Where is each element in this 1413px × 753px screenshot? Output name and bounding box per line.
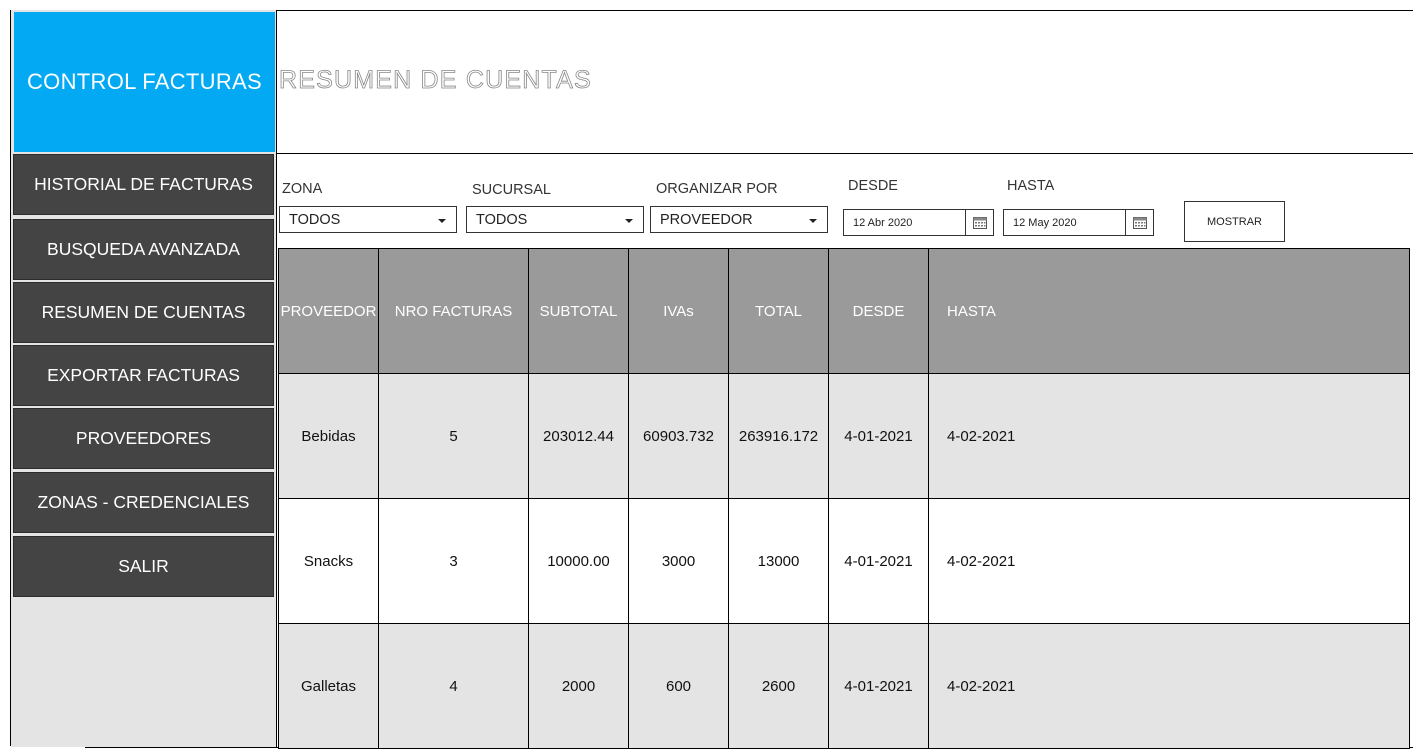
hasta-date-input[interactable] — [1003, 209, 1154, 236]
organizar-select-value: PROVEEDOR — [660, 211, 753, 228]
nav-resumen-cuentas[interactable]: RESUMEN DE CUENTAS — [13, 282, 274, 343]
table-header-row — [279, 249, 1410, 374]
cell-desde: 4-01-2021 — [829, 499, 929, 624]
zona-label: ZONA — [282, 181, 323, 197]
nav-salir[interactable]: SALIR — [13, 536, 274, 597]
cell-total: 13000 — [729, 499, 829, 624]
cell-proveedor: Snacks — [279, 499, 379, 624]
cell-desde: 4-01-2021 — [829, 374, 929, 499]
cell-nro-facturas: 5 — [379, 374, 529, 499]
hasta-label: HASTA — [1007, 178, 1055, 194]
desde-date-value: 12 Abr 2020 — [853, 216, 913, 229]
nav-busqueda-avanzada[interactable]: BUSQUEDA AVANZADA — [13, 219, 274, 280]
nav-zonas-credenciales[interactable]: ZONAS - CREDENCIALES — [13, 472, 274, 533]
sucursal-label: SUCURSAL — [472, 182, 551, 198]
accounts-summary-table — [278, 248, 1410, 749]
sidebar — [11, 10, 277, 747]
column-header-hasta[interactable]: HASTA — [929, 249, 1410, 374]
cell-hasta: 4-02-2021 — [929, 499, 1410, 624]
organizar-select[interactable] — [650, 206, 828, 233]
cell-ivas: 3000 — [629, 499, 729, 624]
cell-subtotal: 10000.00 — [529, 499, 629, 624]
cell-subtotal: 2000 — [529, 624, 629, 749]
page-title: RESUMEN DE CUENTAS — [279, 66, 592, 94]
calendar-icon[interactable] — [965, 210, 993, 235]
column-header-subtotal[interactable]: SUBTOTAL — [529, 249, 629, 374]
column-header-desde[interactable]: DESDE — [829, 249, 929, 374]
cell-proveedor: Bebidas — [279, 374, 379, 499]
column-header-ivas[interactable]: IVAs — [629, 249, 729, 374]
cell-subtotal: 203012.44 — [529, 374, 629, 499]
zona-select[interactable] — [279, 206, 457, 233]
nav-exportar-facturas[interactable]: EXPORTAR FACTURAS — [13, 345, 274, 406]
column-header-nro-facturas[interactable]: NRO FACTURAS — [379, 249, 529, 374]
organizar-label: ORGANIZAR POR — [656, 181, 778, 197]
cell-hasta: 4-02-2021 — [929, 374, 1410, 499]
app-title: CONTROL FACTURAS — [14, 12, 275, 152]
cell-proveedor: Galletas — [279, 624, 379, 749]
hasta-date-value: 12 May 2020 — [1013, 216, 1077, 229]
header-divider — [276, 153, 1413, 154]
chevron-down-icon — [438, 219, 446, 223]
mostrar-button[interactable]: MOSTRAR — [1184, 201, 1285, 242]
cell-nro-facturas: 3 — [379, 499, 529, 624]
table-row[interactable] — [279, 624, 1410, 749]
calendar-icon[interactable] — [1125, 210, 1153, 235]
cell-total: 263916.172 — [729, 374, 829, 499]
desde-date-input[interactable] — [843, 209, 994, 236]
sucursal-select-value: TODOS — [476, 211, 528, 228]
cell-ivas: 60903.732 — [629, 374, 729, 499]
cell-total: 2600 — [729, 624, 829, 749]
column-header-total[interactable]: TOTAL — [729, 249, 829, 374]
zona-select-value: TODOS — [289, 211, 341, 228]
cell-desde: 4-01-2021 — [829, 624, 929, 749]
cell-nro-facturas: 4 — [379, 624, 529, 749]
desde-label: DESDE — [848, 178, 898, 194]
cell-hasta: 4-02-2021 — [929, 624, 1410, 749]
frame-top-border — [276, 10, 1413, 11]
table-row[interactable] — [279, 374, 1410, 499]
chevron-down-icon — [809, 219, 817, 223]
table-row[interactable] — [279, 499, 1410, 624]
column-header-proveedor[interactable]: PROVEEDOR — [279, 249, 379, 374]
sucursal-select[interactable] — [466, 206, 644, 233]
cell-ivas: 600 — [629, 624, 729, 749]
nav-historial-facturas[interactable]: HISTORIAL DE FACTURAS — [13, 154, 274, 215]
nav-proveedores[interactable]: PROVEEDORES — [13, 408, 274, 469]
chevron-down-icon — [625, 219, 633, 223]
